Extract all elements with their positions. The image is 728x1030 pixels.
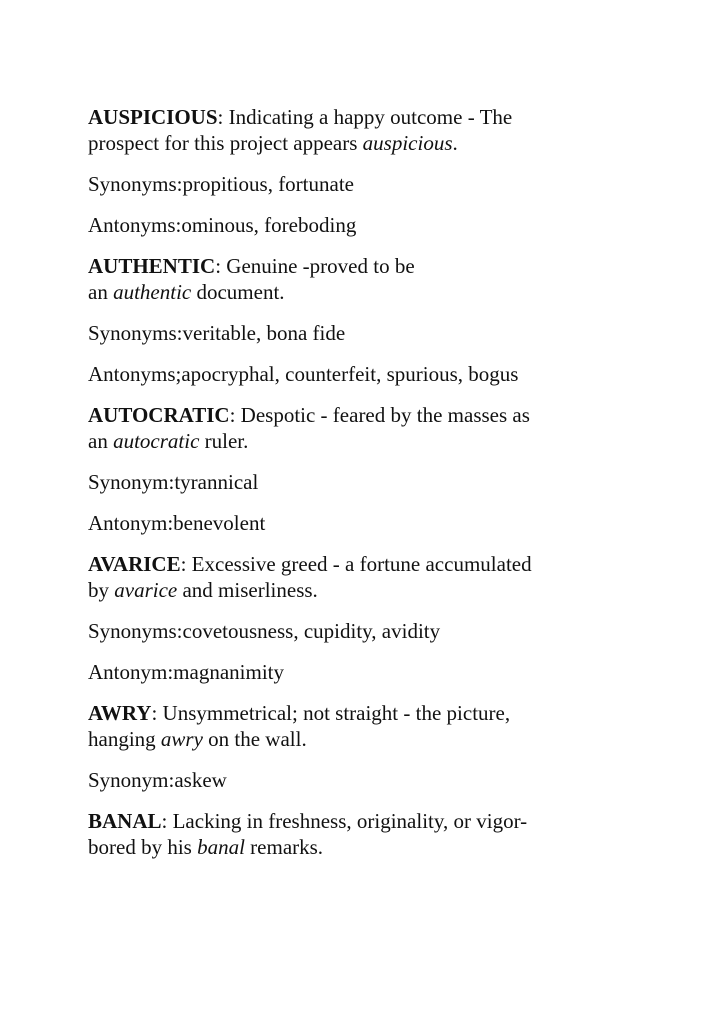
definition-text: : Indicating a happy outcome - The [217, 105, 513, 129]
definition-text: document. [191, 280, 285, 304]
synonyms-line: Synonym:askew [88, 768, 227, 792]
example-word: avarice [114, 578, 178, 602]
definition-text: on the wall. [202, 727, 307, 751]
definition-line [88, 279, 648, 305]
entry-term: AUTHENTIC [88, 254, 216, 278]
entry [88, 253, 648, 305]
entry [88, 402, 648, 454]
definition-line [88, 808, 648, 834]
definition-text: : Despotic - feared by the masses as [229, 403, 530, 427]
antonyms-line: Antonyms;apocryphal, counterfeit, spurious, bogus [88, 362, 519, 386]
entry-term: AUSPICIOUS [88, 105, 218, 129]
entry [88, 551, 648, 603]
definition-line [88, 402, 648, 428]
definition-text: hanging [88, 727, 161, 751]
definition-text: prospect for this project appears [88, 131, 363, 155]
synonyms-line: Synonym:tyrannical [88, 470, 259, 494]
antonyms-line: Antonym:magnanimity [88, 660, 284, 684]
definition-text: : Lacking in freshness, originality, or vigor- [161, 809, 528, 833]
definition-text: an [88, 280, 114, 304]
entry [88, 808, 648, 860]
definition-line [88, 551, 648, 577]
definition-line [88, 726, 648, 752]
entry-term: AUTOCRATIC [88, 403, 230, 427]
example-word: awry [160, 727, 203, 751]
synonyms-line: Synonyms:veritable, bona fide [88, 321, 346, 345]
document-page [88, 104, 648, 860]
definition-text: remarks. [244, 835, 324, 859]
definition-line [88, 253, 648, 279]
definition-line [88, 577, 648, 603]
definition-line [88, 700, 648, 726]
definition-text: by [88, 578, 115, 602]
antonyms-line: Antonyms:ominous, foreboding [88, 213, 357, 237]
definition-text: : Unsymmetrical; not straight - the picture, [151, 701, 511, 725]
entry-term: BANAL [88, 809, 162, 833]
definition-text: : Genuine -proved to be [215, 254, 415, 278]
definition-text: : Excessive greed - a fortune accumulated [180, 552, 532, 576]
definition-text: . [452, 131, 458, 155]
entry-term: AWRY [88, 701, 152, 725]
entry [88, 104, 648, 156]
synonyms-line: Synonyms:propitious, fortunate [88, 172, 354, 196]
antonyms-line: Antonym:benevolent [88, 511, 266, 535]
definition-text: ruler. [199, 429, 249, 453]
example-word: banal [197, 835, 245, 859]
synonyms-line: Synonyms:covetousness, cupidity, avidity [88, 619, 441, 643]
definition-text: an [88, 429, 114, 453]
example-word: auspicious [362, 131, 453, 155]
definition-line [88, 834, 648, 860]
example-word: authentic [113, 280, 192, 304]
entry-term: AVARICE [88, 552, 181, 576]
definition-line [88, 104, 648, 130]
definition-text: bored by his [88, 835, 198, 859]
definition-line [88, 428, 648, 454]
example-word: autocratic [113, 429, 200, 453]
definition-text: and miserliness. [177, 578, 318, 602]
entry [88, 700, 648, 752]
definition-line [88, 130, 648, 156]
